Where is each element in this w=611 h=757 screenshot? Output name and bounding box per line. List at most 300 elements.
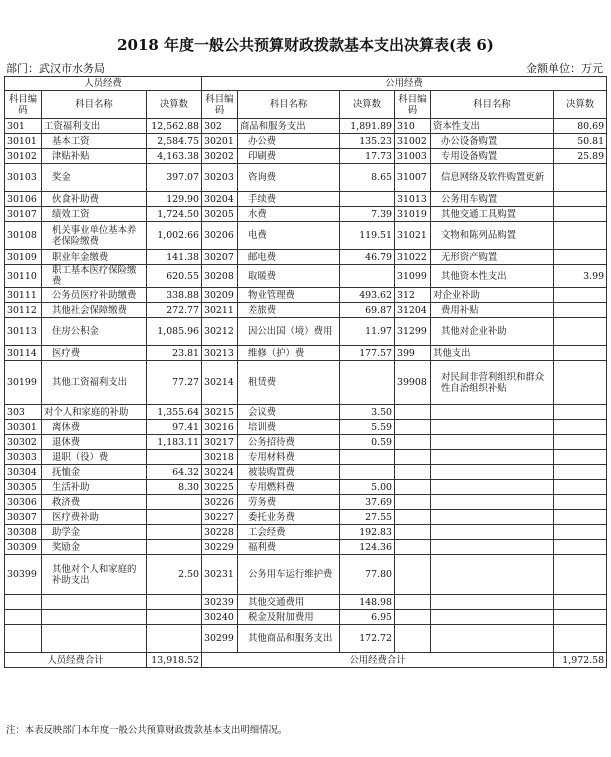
table-row <box>5 495 607 510</box>
col-header-code: 科目编码 <box>5 91 42 119</box>
row-amount: 1,891.89 <box>340 119 395 134</box>
row-name: 被装购置费 <box>238 465 340 480</box>
row-amount: 1,002.66 <box>147 222 202 250</box>
row-code: 39908 <box>395 361 431 405</box>
row-amount: 338.88 <box>147 288 202 303</box>
row-code: 30399 <box>5 555 42 595</box>
row-name <box>431 450 554 465</box>
row-amount <box>554 555 607 595</box>
row-amount: 2.50 <box>147 555 202 595</box>
row-amount: 64.32 <box>147 465 202 480</box>
row-amount <box>554 450 607 465</box>
row-code <box>5 625 42 653</box>
row-name: 其他支出 <box>431 346 554 361</box>
row-code <box>395 450 431 465</box>
row-name <box>431 525 554 540</box>
row-amount <box>554 346 607 361</box>
row-code: 30108 <box>5 222 42 250</box>
row-name <box>431 480 554 495</box>
row-name: 手续费 <box>238 192 340 207</box>
row-code: 30209 <box>202 288 238 303</box>
row-amount <box>147 595 202 610</box>
table-row <box>5 288 607 303</box>
row-name: 其他商品和服务支出 <box>238 625 340 653</box>
row-amount: 6.95 <box>340 610 395 625</box>
row-code: 30216 <box>202 420 238 435</box>
row-code: 30114 <box>5 346 42 361</box>
row-code: 30106 <box>5 192 42 207</box>
page-title: 2018 年度一般公共预算财政拨款基本支出决算表(表 6) <box>117 36 494 54</box>
row-name: 助学金 <box>42 525 147 540</box>
row-name: 费用补贴 <box>431 303 554 318</box>
row-code <box>395 495 431 510</box>
row-name: 专用设备购置 <box>431 149 554 164</box>
row-name: 对民间非营利组织和群众性自治组织补贴 <box>431 361 554 405</box>
table-row <box>5 265 607 288</box>
unit-label: 金额单位：万元 <box>526 62 603 75</box>
row-amount: 77.80 <box>340 555 395 595</box>
row-code <box>395 465 431 480</box>
row-code: 31022 <box>395 250 431 265</box>
row-amount <box>147 510 202 525</box>
row-code: 30206 <box>202 222 238 250</box>
expenditure-table <box>4 76 607 668</box>
row-name: 工会经费 <box>238 525 340 540</box>
row-code <box>395 595 431 610</box>
row-code: 30107 <box>5 207 42 222</box>
row-name: 其他资本性支出 <box>431 265 554 288</box>
row-amount <box>554 465 607 480</box>
row-name: 伙食补助费 <box>42 192 147 207</box>
row-name <box>431 465 554 480</box>
row-name <box>431 540 554 555</box>
row-name: 培训费 <box>238 420 340 435</box>
row-code: 30103 <box>5 164 42 192</box>
row-name: 绩效工资 <box>42 207 147 222</box>
table-row <box>5 555 607 595</box>
row-amount <box>147 450 202 465</box>
row-amount <box>554 495 607 510</box>
table-row <box>5 303 607 318</box>
row-amount <box>554 420 607 435</box>
row-amount: 77.27 <box>147 361 202 405</box>
row-code: 312 <box>395 288 431 303</box>
row-name: 商品和服务支出 <box>238 119 340 134</box>
row-amount: 8.30 <box>147 480 202 495</box>
row-amount: 177.57 <box>340 346 395 361</box>
table-row <box>5 134 607 149</box>
row-name: 咨询费 <box>238 164 340 192</box>
row-code <box>395 625 431 653</box>
public-total-label: 公用经费合计 <box>202 653 554 668</box>
row-code: 30303 <box>5 450 42 465</box>
row-code: 30110 <box>5 265 42 288</box>
row-name <box>431 405 554 420</box>
table-row <box>5 480 607 495</box>
row-code <box>395 610 431 625</box>
row-name: 其他对企业补助 <box>431 318 554 346</box>
row-amount <box>554 480 607 495</box>
row-name: 机关事业单位基本养老保险缴费 <box>42 222 147 250</box>
row-amount: 397.07 <box>147 164 202 192</box>
row-code: 30101 <box>5 134 42 149</box>
footnote: 注：本表反映部门本年度一般公共预算财政拨款基本支出明细情况。 <box>6 725 288 736</box>
row-amount: 2,584.75 <box>147 134 202 149</box>
group-header-personnel: 人员经费 <box>5 77 202 91</box>
row-name <box>431 625 554 653</box>
col-header-name: 科目名称 <box>238 91 340 119</box>
row-name: 其他对个人和家庭的补助支出 <box>42 555 147 595</box>
row-name: 资本性支出 <box>431 119 554 134</box>
row-code: 30207 <box>202 250 238 265</box>
row-code: 30218 <box>202 450 238 465</box>
row-amount <box>340 361 395 405</box>
col-header-amount: 决算数 <box>147 91 202 119</box>
row-name: 取暖费 <box>238 265 340 288</box>
row-amount: 272.77 <box>147 303 202 318</box>
row-name: 文物和陈列品购置 <box>431 222 554 250</box>
table-row <box>5 610 607 625</box>
row-amount: 124.36 <box>340 540 395 555</box>
row-amount: 620.55 <box>147 265 202 288</box>
row-amount <box>554 164 607 192</box>
table-row <box>5 192 607 207</box>
row-name: 税金及附加费用 <box>238 610 340 625</box>
row-amount: 172.72 <box>340 625 395 653</box>
row-code: 30102 <box>5 149 42 164</box>
row-code: 31013 <box>395 192 431 207</box>
row-name: 其他交通费用 <box>238 595 340 610</box>
row-amount <box>340 265 395 288</box>
table-row <box>5 164 607 192</box>
row-amount <box>554 288 607 303</box>
row-name: 福利费 <box>238 540 340 555</box>
table-row <box>5 450 607 465</box>
personnel-total-label: 人员经费合计 <box>5 653 147 668</box>
table-row <box>5 119 607 134</box>
col-header-name: 科目名称 <box>431 91 554 119</box>
row-amount <box>147 625 202 653</box>
row-code: 30215 <box>202 405 238 420</box>
row-name: 生活补助 <box>42 480 147 495</box>
row-name <box>431 420 554 435</box>
row-amount: 119.51 <box>340 222 395 250</box>
row-name: 救济费 <box>42 495 147 510</box>
row-amount: 3.50 <box>340 405 395 420</box>
row-code: 30202 <box>202 149 238 164</box>
row-name: 基本工资 <box>42 134 147 149</box>
row-amount: 17.73 <box>340 149 395 164</box>
row-code: 399 <box>395 346 431 361</box>
col-header-code: 科目编码 <box>395 91 431 119</box>
row-name <box>42 595 147 610</box>
table-row <box>5 222 607 250</box>
row-name <box>42 625 147 653</box>
row-code: 30225 <box>202 480 238 495</box>
col-header-code: 科目编码 <box>202 91 238 119</box>
row-code: 31002 <box>395 134 431 149</box>
row-code: 30199 <box>5 361 42 405</box>
row-name: 医疗费 <box>42 346 147 361</box>
row-code: 30231 <box>202 555 238 595</box>
row-code: 30208 <box>202 265 238 288</box>
row-code <box>395 405 431 420</box>
row-name: 公务用车购置 <box>431 192 554 207</box>
row-amount: 4,163.38 <box>147 149 202 164</box>
row-code: 31007 <box>395 164 431 192</box>
row-amount: 141.38 <box>147 250 202 265</box>
table-row <box>5 250 607 265</box>
row-amount <box>554 250 607 265</box>
row-code: 30228 <box>202 525 238 540</box>
row-code: 302 <box>202 119 238 134</box>
row-amount: 1,183.11 <box>147 435 202 450</box>
table-row <box>5 207 607 222</box>
row-name: 奖励金 <box>42 540 147 555</box>
row-name: 物业管理费 <box>238 288 340 303</box>
row-name <box>431 595 554 610</box>
row-code: 30213 <box>202 346 238 361</box>
table-row <box>5 465 607 480</box>
row-amount <box>554 525 607 540</box>
row-amount <box>554 222 607 250</box>
row-amount: 1,724.50 <box>147 207 202 222</box>
row-name: 委托业务费 <box>238 510 340 525</box>
row-name: 租赁费 <box>238 361 340 405</box>
row-amount <box>340 450 395 465</box>
col-header-amount: 决算数 <box>554 91 607 119</box>
row-code <box>395 540 431 555</box>
row-amount <box>147 495 202 510</box>
row-code: 30305 <box>5 480 42 495</box>
table-row <box>5 595 607 610</box>
row-name: 职工基本医疗保险缴费 <box>42 265 147 288</box>
row-code <box>395 555 431 595</box>
row-code: 31099 <box>395 265 431 288</box>
row-amount: 11.97 <box>340 318 395 346</box>
row-amount: 5.00 <box>340 480 395 495</box>
row-amount: 12,562.88 <box>147 119 202 134</box>
row-name: 因公出国（境）费用 <box>238 318 340 346</box>
table-row <box>5 540 607 555</box>
row-amount: 23.81 <box>147 346 202 361</box>
row-amount: 27.55 <box>340 510 395 525</box>
row-amount <box>340 465 395 480</box>
row-code: 30212 <box>202 318 238 346</box>
row-code: 31003 <box>395 149 431 164</box>
row-code: 30304 <box>5 465 42 480</box>
row-code: 31299 <box>395 318 431 346</box>
row-amount: 1,085.96 <box>147 318 202 346</box>
row-code: 30299 <box>202 625 238 653</box>
row-code: 30111 <box>5 288 42 303</box>
row-code: 310 <box>395 119 431 134</box>
row-code <box>5 610 42 625</box>
row-name: 办公设备购置 <box>431 134 554 149</box>
row-amount: 148.98 <box>340 595 395 610</box>
row-code: 31021 <box>395 222 431 250</box>
row-amount <box>554 192 607 207</box>
table-row <box>5 346 607 361</box>
row-name: 离休费 <box>42 420 147 435</box>
col-header-name: 科目名称 <box>42 91 147 119</box>
row-amount <box>554 303 607 318</box>
row-code: 30307 <box>5 510 42 525</box>
row-name: 对企业补助 <box>431 288 554 303</box>
row-name: 邮电费 <box>238 250 340 265</box>
row-name: 差旅费 <box>238 303 340 318</box>
row-name: 医疗费补助 <box>42 510 147 525</box>
row-code: 30109 <box>5 250 42 265</box>
personnel-total-value: 13,918.52 <box>147 653 202 668</box>
row-amount: 8.65 <box>340 164 395 192</box>
table-row <box>5 405 607 420</box>
row-name <box>431 435 554 450</box>
row-name: 公务员医疗补助缴费 <box>42 288 147 303</box>
row-name: 电费 <box>238 222 340 250</box>
row-amount: 80.69 <box>554 119 607 134</box>
row-code: 30113 <box>5 318 42 346</box>
table-row <box>5 510 607 525</box>
row-amount <box>554 405 607 420</box>
row-code: 30301 <box>5 420 42 435</box>
row-code: 30240 <box>202 610 238 625</box>
row-amount <box>554 540 607 555</box>
table-row <box>5 525 607 540</box>
row-amount <box>147 540 202 555</box>
row-amount <box>554 610 607 625</box>
row-code: 30306 <box>5 495 42 510</box>
row-code: 30226 <box>202 495 238 510</box>
row-name <box>431 610 554 625</box>
row-amount: 69.87 <box>340 303 395 318</box>
row-name <box>431 555 554 595</box>
row-code: 30224 <box>202 465 238 480</box>
row-amount: 129.90 <box>147 192 202 207</box>
row-code <box>395 525 431 540</box>
row-name: 专用材料费 <box>238 450 340 465</box>
row-amount: 5.59 <box>340 420 395 435</box>
row-code: 30229 <box>202 540 238 555</box>
row-code <box>5 595 42 610</box>
department-label: 部门：武汉市水务局 <box>6 62 105 75</box>
row-name: 无形资产购置 <box>431 250 554 265</box>
row-code: 30227 <box>202 510 238 525</box>
table-body <box>5 119 607 653</box>
row-amount <box>554 207 607 222</box>
row-name <box>431 495 554 510</box>
row-code <box>395 510 431 525</box>
row-code: 30203 <box>202 164 238 192</box>
row-name: 退休费 <box>42 435 147 450</box>
row-name: 其他交通工具购置 <box>431 207 554 222</box>
row-amount: 97.41 <box>147 420 202 435</box>
row-name: 维修（护）费 <box>238 346 340 361</box>
row-name: 会议费 <box>238 405 340 420</box>
table-row <box>5 420 607 435</box>
row-name: 劳务费 <box>238 495 340 510</box>
row-code: 30302 <box>5 435 42 450</box>
row-name: 其他工资福利支出 <box>42 361 147 405</box>
row-code <box>395 435 431 450</box>
row-name <box>431 510 554 525</box>
row-code: 30211 <box>202 303 238 318</box>
row-amount <box>554 435 607 450</box>
col-header-amount: 决算数 <box>340 91 395 119</box>
row-amount: 46.79 <box>340 250 395 265</box>
row-code: 30308 <box>5 525 42 540</box>
row-amount <box>554 361 607 405</box>
row-name: 公务用车运行维护费 <box>238 555 340 595</box>
row-code: 303 <box>5 405 42 420</box>
row-name: 工资福利支出 <box>42 119 147 134</box>
row-amount: 25.89 <box>554 149 607 164</box>
group-header-public: 公用经费 <box>202 77 607 91</box>
row-name: 信息网络及软件购置更新 <box>431 164 554 192</box>
row-name <box>42 610 147 625</box>
row-name: 对个人和家庭的补助 <box>42 405 147 420</box>
row-amount <box>340 192 395 207</box>
public-total-value: 1,972.58 <box>554 653 607 668</box>
row-code: 30201 <box>202 134 238 149</box>
row-name: 住房公积金 <box>42 318 147 346</box>
row-name: 退职（役）费 <box>42 450 147 465</box>
row-amount: 7.39 <box>340 207 395 222</box>
row-amount: 37.69 <box>340 495 395 510</box>
row-code <box>395 480 431 495</box>
row-code: 30205 <box>202 207 238 222</box>
row-amount <box>147 610 202 625</box>
row-code: 30217 <box>202 435 238 450</box>
row-amount: 192.83 <box>340 525 395 540</box>
row-amount: 1,355.64 <box>147 405 202 420</box>
row-name: 公务招待费 <box>238 435 340 450</box>
row-code: 31019 <box>395 207 431 222</box>
table-row <box>5 149 607 164</box>
row-code: 30112 <box>5 303 42 318</box>
row-code: 301 <box>5 119 42 134</box>
row-amount: 493.62 <box>340 288 395 303</box>
row-amount <box>554 625 607 653</box>
table-row <box>5 435 607 450</box>
row-code: 31204 <box>395 303 431 318</box>
table-row <box>5 361 607 405</box>
row-name: 奖金 <box>42 164 147 192</box>
row-name: 印刷费 <box>238 149 340 164</box>
row-name: 办公费 <box>238 134 340 149</box>
row-amount: 3.99 <box>554 265 607 288</box>
row-name: 专用燃料费 <box>238 480 340 495</box>
row-code: 30204 <box>202 192 238 207</box>
row-code: 30239 <box>202 595 238 610</box>
row-amount <box>554 595 607 610</box>
row-amount: 135.23 <box>340 134 395 149</box>
row-amount <box>554 510 607 525</box>
row-name: 抚恤金 <box>42 465 147 480</box>
row-name: 职业年金缴费 <box>42 250 147 265</box>
row-code: 30214 <box>202 361 238 405</box>
row-amount: 50.81 <box>554 134 607 149</box>
row-name: 水费 <box>238 207 340 222</box>
row-amount <box>554 318 607 346</box>
row-amount <box>147 525 202 540</box>
table-row <box>5 318 607 346</box>
row-amount: 0.59 <box>340 435 395 450</box>
row-name: 其他社会保障缴费 <box>42 303 147 318</box>
table-row <box>5 625 607 653</box>
row-code <box>395 420 431 435</box>
row-name: 津贴补贴 <box>42 149 147 164</box>
